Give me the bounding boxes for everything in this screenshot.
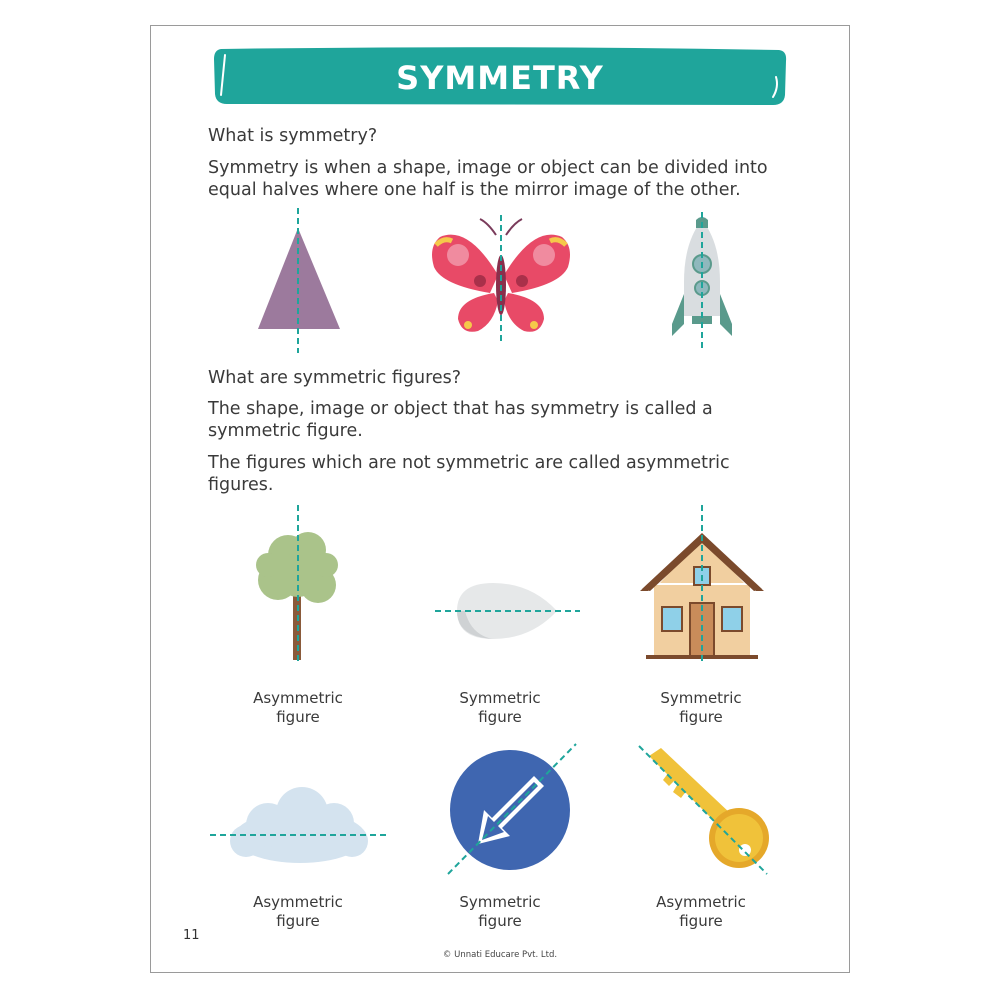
caption-line: Asymmetric xyxy=(253,893,343,911)
egg-icon xyxy=(435,575,580,650)
house-icon xyxy=(640,505,764,663)
triangle-icon xyxy=(248,208,348,353)
caption-line: Symmetric xyxy=(660,689,742,707)
page-title: SYMMETRY xyxy=(396,59,604,97)
rocket-icon xyxy=(668,212,736,352)
caption-egg xyxy=(430,689,570,727)
caption-tree xyxy=(228,689,368,727)
caption-line: figure xyxy=(276,912,320,930)
title-banner xyxy=(213,47,787,107)
key-icon xyxy=(635,742,775,880)
caption-line: Asymmetric xyxy=(656,893,746,911)
question-symmetric-figures: What are symmetric figures? xyxy=(208,368,462,388)
definition-line-1: Symmetry is when a shape, image or object can be divided into xyxy=(208,158,768,178)
symmetric-definition-line-2: symmetric figure. xyxy=(208,421,363,441)
arrow-sign-icon xyxy=(440,740,580,880)
caption-line: Symmetric xyxy=(459,689,541,707)
caption-cloud xyxy=(228,893,368,931)
asymmetric-definition-line-2: figures. xyxy=(208,475,274,495)
definition-line-2: equal halves where one half is the mirror image of the other. xyxy=(208,180,741,200)
caption-arrow-sign xyxy=(430,893,570,931)
caption-line: figure xyxy=(679,708,723,726)
cloud-icon xyxy=(210,785,388,870)
copyright-footer: © Unnati Educare Pvt. Ltd. xyxy=(442,950,558,960)
question-what-is-symmetry: What is symmetry? xyxy=(208,126,378,146)
caption-line: Symmetric xyxy=(459,893,541,911)
caption-line: figure xyxy=(478,708,522,726)
page-number: 11 xyxy=(183,928,200,943)
caption-key xyxy=(631,893,771,931)
caption-line: Asymmetric xyxy=(253,689,343,707)
asymmetric-definition-line-1: The figures which are not symmetric are called asymmetric xyxy=(208,453,730,473)
caption-line: figure xyxy=(478,912,522,930)
symmetric-definition-line-1: The shape, image or object that has symmetry is called a xyxy=(208,399,713,419)
caption-line: figure xyxy=(276,708,320,726)
butterfly-icon xyxy=(428,215,574,345)
caption-line: figure xyxy=(679,912,723,930)
caption-house xyxy=(631,689,771,727)
tree-icon xyxy=(248,505,348,665)
